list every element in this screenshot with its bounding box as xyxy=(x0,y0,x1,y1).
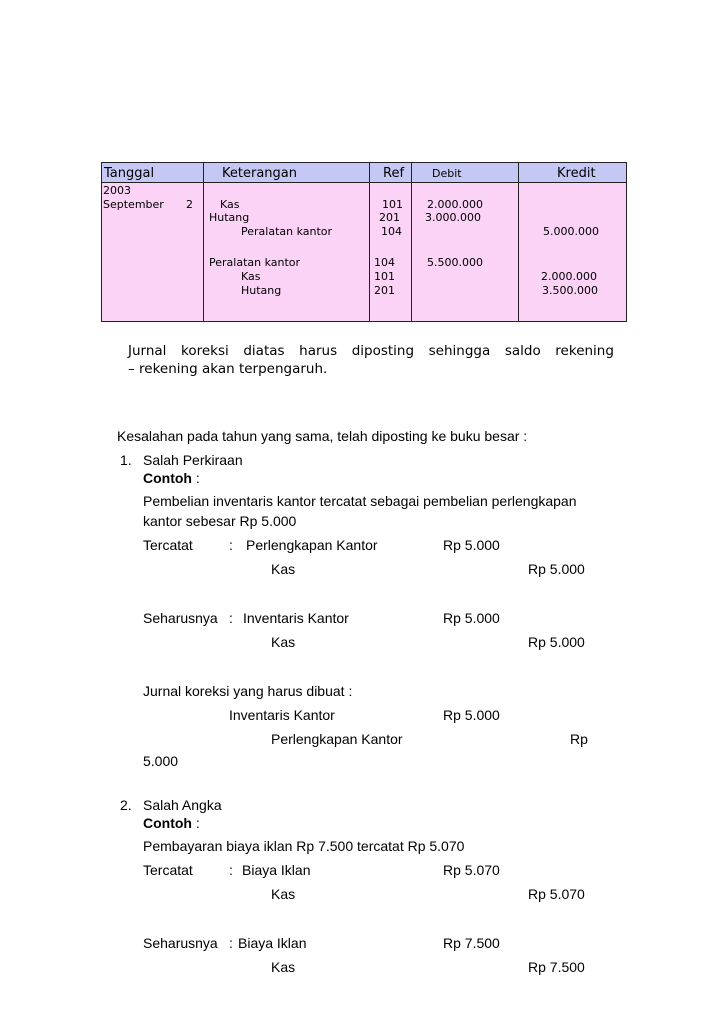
koreksi-debit-amount: Rp 5.000 xyxy=(443,707,500,723)
contoh-colon: : xyxy=(195,470,200,486)
note-word: Jurnal xyxy=(128,343,167,359)
seharusnya-debit-account: Biaya Iklan xyxy=(238,935,307,951)
seharusnya-label: Seharusnya xyxy=(143,610,218,626)
journal-table-header xyxy=(102,163,626,183)
row-debit: 3.000.000 xyxy=(425,211,481,224)
tercatat-debit-account: Biaya Iklan xyxy=(242,862,311,878)
section-2-desc-line-1: Pembayaran biaya iklan Rp 7.500 tercatat Rp 5.070 xyxy=(143,838,465,854)
contoh-colon: : xyxy=(195,815,200,831)
seharusnya-credit-account: Kas xyxy=(271,634,296,650)
row-desc: Hutang xyxy=(241,284,282,297)
koreksi-credit-account: Perlengkapan Kantor xyxy=(271,731,403,747)
note-word: harus xyxy=(299,343,338,359)
seharusnya-credit-amount: Rp 5.000 xyxy=(528,634,585,650)
column-divider xyxy=(518,163,519,321)
tercatat-debit-amount: Rp 5.000 xyxy=(443,537,500,553)
section-2-contoh xyxy=(143,815,200,831)
row-desc: Kas xyxy=(241,270,261,283)
section-1-title: Salah Perkiraan xyxy=(143,452,243,468)
tercatat-debit-amount: Rp 5.070 xyxy=(443,862,500,878)
seharusnya-credit-account: Kas xyxy=(271,959,296,975)
row-kredit: 5.000.000 xyxy=(543,225,599,238)
note-word: rekening xyxy=(555,343,614,359)
note-word: sehingga xyxy=(428,343,491,359)
journal-table xyxy=(101,162,627,322)
row-desc: Kas xyxy=(220,198,240,211)
koreksi-debit-account: Inventaris Kantor xyxy=(229,707,335,723)
row-desc: Peralatan kantor xyxy=(241,225,333,238)
row-debit: 2.000.000 xyxy=(427,198,483,211)
tercatat-label: Tercatat xyxy=(143,537,193,553)
header-tanggal: Tanggal xyxy=(104,166,155,181)
seharusnya-label: Seharusnya xyxy=(143,935,218,951)
header-debit: Debit xyxy=(432,167,462,180)
seharusnya-colon: : xyxy=(229,935,233,951)
column-divider xyxy=(369,163,370,321)
row-desc: Peralatan kantor xyxy=(209,256,301,269)
row-desc: Hutang xyxy=(209,211,250,224)
tercatat-credit-account: Kas xyxy=(271,886,296,902)
tercatat-credit-amount: Rp 5.070 xyxy=(528,886,585,902)
seharusnya-debit-account: Inventaris Kantor xyxy=(243,610,349,626)
tercatat-credit-amount: Rp 5.000 xyxy=(528,561,585,577)
seharusnya-credit-amount: Rp 7.500 xyxy=(528,959,585,975)
intro-text: Kesalahan pada tahun yang sama, telah diposting ke buku besar : xyxy=(117,428,528,444)
header-ref: Ref xyxy=(383,166,405,181)
note-line-1 xyxy=(128,343,614,359)
note-word: koreksi xyxy=(181,343,229,359)
section-2-number: 2. xyxy=(120,797,132,813)
seharusnya-debit-amount: Rp 5.000 xyxy=(443,610,500,626)
row-ref: 104 xyxy=(381,225,402,238)
row-ref: 101 xyxy=(374,270,395,283)
tercatat-debit-account: Perlengkapan Kantor xyxy=(246,537,378,553)
section-1-desc-line-1: Pembelian inventaris kantor tercatat sebagai pembelian perlengkapan xyxy=(143,493,577,509)
koreksi-credit-amount-value: 5.000 xyxy=(143,753,179,769)
contoh-label: Contoh xyxy=(143,815,192,831)
note-word: diposting xyxy=(351,343,415,359)
note-word: saldo xyxy=(504,343,541,359)
tercatat-label: Tercatat xyxy=(143,862,193,878)
tercatat-colon: : xyxy=(229,862,233,878)
row-kredit: 3.500.000 xyxy=(542,284,598,297)
header-kredit: Kredit xyxy=(557,166,596,181)
row-debit: 5.500.000 xyxy=(427,256,483,269)
section-1-contoh xyxy=(143,470,200,486)
row-ref: 104 xyxy=(374,256,395,269)
column-divider xyxy=(203,163,204,321)
journal-year: 2003 xyxy=(103,184,131,197)
header-keterangan: Keterangan xyxy=(222,166,297,181)
koreksi-credit-amount-prefix: Rp xyxy=(570,731,588,747)
koreksi-label: Jurnal koreksi yang harus dibuat : xyxy=(143,683,353,699)
seharusnya-colon: : xyxy=(229,610,233,626)
row-ref: 101 xyxy=(382,198,403,211)
contoh-label: Contoh xyxy=(143,470,192,486)
row-ref: 201 xyxy=(379,211,400,224)
row-ref: 201 xyxy=(374,284,395,297)
section-1-desc-line-2: kantor sebesar Rp 5.000 xyxy=(143,513,297,529)
column-divider xyxy=(411,163,412,321)
seharusnya-debit-amount: Rp 7.500 xyxy=(443,935,500,951)
row-kredit: 2.000.000 xyxy=(541,270,597,283)
tercatat-colon: : xyxy=(229,537,233,553)
tercatat-credit-account: Kas xyxy=(271,561,296,577)
section-1-number: 1. xyxy=(120,452,132,468)
journal-day: 2 xyxy=(186,198,193,211)
section-2-title: Salah Angka xyxy=(143,797,222,813)
journal-month: September xyxy=(103,198,164,211)
note-word: diatas xyxy=(243,343,285,359)
note-line-2: – rekening akan terpengaruh. xyxy=(128,361,328,377)
